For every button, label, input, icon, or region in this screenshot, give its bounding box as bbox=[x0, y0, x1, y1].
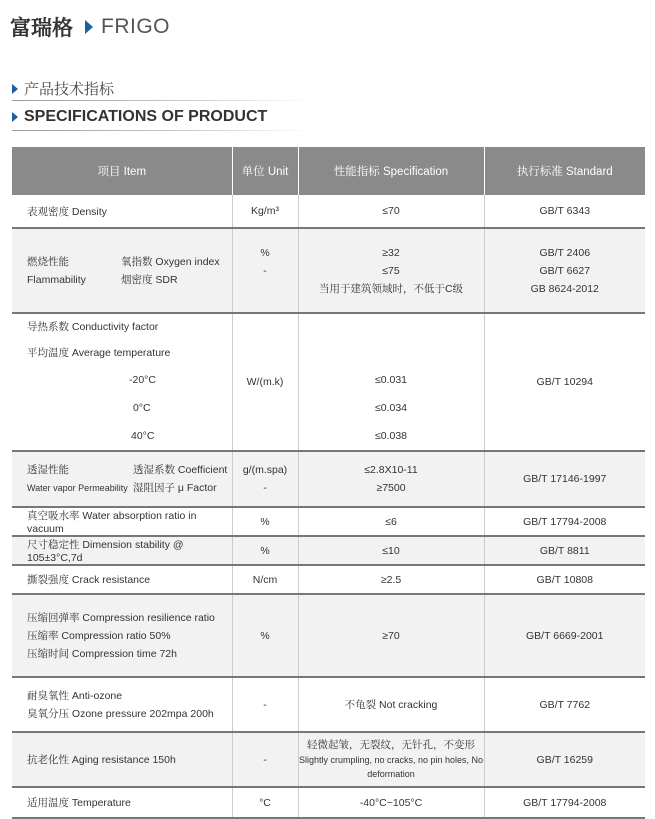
cell-spec: ≤6 bbox=[298, 507, 484, 536]
table-row-crack-resistance bbox=[12, 565, 645, 594]
cell-unit: % - bbox=[232, 228, 298, 313]
header-specification: 性能指标 Specification bbox=[298, 147, 484, 195]
cell-standard: GB/T 6343 bbox=[484, 195, 645, 228]
cell-item: 表观密度 Density bbox=[12, 195, 232, 228]
cell-standard: GB/T 10808 bbox=[484, 565, 645, 594]
section-heading-cn: 产品技术指标 bbox=[12, 78, 114, 99]
cell-standard: GB/T 17146-1997 bbox=[484, 451, 645, 507]
cell-item bbox=[12, 228, 232, 313]
cell-unit: °C bbox=[232, 787, 298, 818]
brand-name-en: FRIGO bbox=[101, 15, 170, 38]
table-row-density bbox=[12, 195, 645, 228]
cell-item: 导热系数 Conductivity factor 平均温度 Average temperature -20°C 0°C 40°C bbox=[12, 313, 232, 451]
cell-item: 压缩回弹率 Compression resilience ratio 压缩率 Compression ratio 50% 压缩时间 Compression time 72h bbox=[12, 594, 232, 677]
table-row-conductivity bbox=[12, 313, 645, 451]
table-row-flammability bbox=[12, 228, 645, 313]
cell-unit: g/(m.spa) - bbox=[232, 451, 298, 507]
table-row-water-absorption bbox=[12, 507, 645, 536]
cell-item: 适用温度 Temperature bbox=[12, 787, 232, 818]
cell-item: 透湿性能 Water vapor Permeability 透湿系数 Coefficient 湿阻因子 μ Factor bbox=[12, 451, 232, 507]
triangle-arrow-icon bbox=[85, 20, 93, 34]
brand-header bbox=[10, 12, 170, 42]
cell-item: 抗老化性 Aging resistance 150h bbox=[12, 732, 232, 787]
cell-standard: GB/T 10294 bbox=[484, 313, 645, 451]
cell-unit: Kg/m³ bbox=[232, 195, 298, 228]
item-label-en: Flammability bbox=[27, 273, 86, 286]
item-label-cn: 燃烧性能 bbox=[27, 255, 69, 268]
cell-standard: GB/T 17794-2008 bbox=[484, 787, 645, 818]
cell-item: 撕裂强度 Crack resistance bbox=[12, 565, 232, 594]
cell-spec: ≥70 bbox=[298, 594, 484, 677]
cell-unit: % bbox=[232, 594, 298, 677]
cell-unit: % bbox=[232, 507, 298, 536]
cell-spec: ≤70 bbox=[298, 195, 484, 228]
cell-standard: GB/T 6669-2001 bbox=[484, 594, 645, 677]
cell-item: 真空吸水率 Water absorption ratio in vacuum bbox=[12, 507, 232, 536]
brand-name-cn: 富瑞格 bbox=[10, 17, 73, 40]
cell-spec: ≤2.8X10-11 ≥7500 bbox=[298, 451, 484, 507]
cell-spec: 不龟裂 Not cracking bbox=[298, 677, 484, 732]
sub-item: 烟密度 SDR bbox=[121, 273, 178, 286]
table-row-compression bbox=[12, 594, 645, 677]
cell-standard: GB/T 2406 GB/T 6627 GB 8624-2012 bbox=[484, 228, 645, 313]
table-row-aging bbox=[12, 732, 645, 787]
divider bbox=[12, 100, 312, 101]
table-row-temperature bbox=[12, 787, 645, 818]
triangle-arrow-icon bbox=[12, 112, 18, 122]
header-item: 项目 Item bbox=[12, 147, 232, 195]
cell-standard: GB/T 7762 bbox=[484, 677, 645, 732]
sub-item: 氧指数 Oxygen index bbox=[121, 255, 220, 268]
table-row-dimension-stability bbox=[12, 536, 645, 565]
cell-spec: ≤10 bbox=[298, 536, 484, 565]
triangle-arrow-icon bbox=[12, 84, 18, 94]
table-header-row bbox=[12, 147, 645, 195]
cell-spec: -40°C~105°C bbox=[298, 787, 484, 818]
cell-unit: % bbox=[232, 536, 298, 565]
cell-item: 尺寸稳定性 Dimension stability @ 105±3°C,7d bbox=[12, 536, 232, 565]
specification-table bbox=[12, 147, 645, 819]
cell-item: 耐臭氧性 Anti-ozone 臭氧分压 Ozone pressure 202mpa 200h bbox=[12, 677, 232, 732]
cell-unit: - bbox=[232, 677, 298, 732]
cell-spec: ≥2.5 bbox=[298, 565, 484, 594]
cell-unit: - bbox=[232, 732, 298, 787]
cell-spec: 轻微起皱，无裂纹，无针孔，不变形 Slightly crumpling, no cracks, no pin holes, No deformation bbox=[298, 732, 484, 787]
table-row-vapor bbox=[12, 451, 645, 507]
cell-standard: GB/T 16259 bbox=[484, 732, 645, 787]
cell-unit: N/cm bbox=[232, 565, 298, 594]
cell-standard: GB/T 17794-2008 bbox=[484, 507, 645, 536]
cell-standard: GB/T 8811 bbox=[484, 536, 645, 565]
section-heading-en: SPECIFICATIONS OF PRODUCT bbox=[12, 108, 267, 126]
header-standard: 执行标准 Standard bbox=[484, 147, 645, 195]
header-unit: 单位 Unit bbox=[232, 147, 298, 195]
cell-spec: ≤0.031 ≤0.034 ≤0.038 bbox=[298, 313, 484, 451]
divider bbox=[12, 130, 312, 131]
cell-spec: ≥32 ≤75 当用于建筑领域时，不低于C级 bbox=[298, 228, 484, 313]
table-row-ozone bbox=[12, 677, 645, 732]
cell-unit: W/(m.k) bbox=[232, 313, 298, 451]
